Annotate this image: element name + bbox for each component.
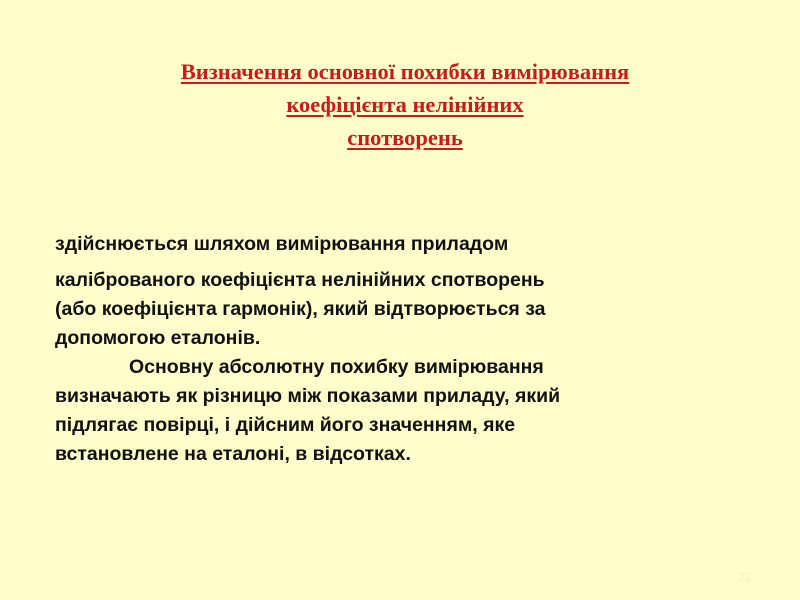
- body-line-3: (або коефіцієнта гармонік), який відтворюється за: [55, 298, 546, 320]
- title-line-1: Визначення основної похибки вимірювання: [180, 59, 630, 84]
- body-line-2: каліброваного коефіцієнта нелінійних спотворень: [55, 269, 545, 291]
- slide-body: [55, 230, 775, 469]
- body-line-4: допомогою еталонів.: [55, 327, 261, 349]
- title-line-2: коефіцієнта нелінійних: [286, 92, 524, 117]
- page-number: 22: [738, 570, 752, 584]
- body-line-7: підлягає повірці, і дійсним його значенням, яке: [55, 414, 516, 436]
- body-line-1: здійснюється шляхом вимірювання приладом: [55, 233, 509, 255]
- body-line-8: встановлене на еталоні, в відсотках.: [55, 443, 411, 465]
- slide-title: [40, 55, 770, 154]
- title-line-3: спотворень: [347, 125, 463, 150]
- body-line-5: Основну абсолютну похибку вимірювання: [129, 356, 544, 378]
- body-line-6: визначають як різницю між показами приладу, який: [55, 385, 561, 407]
